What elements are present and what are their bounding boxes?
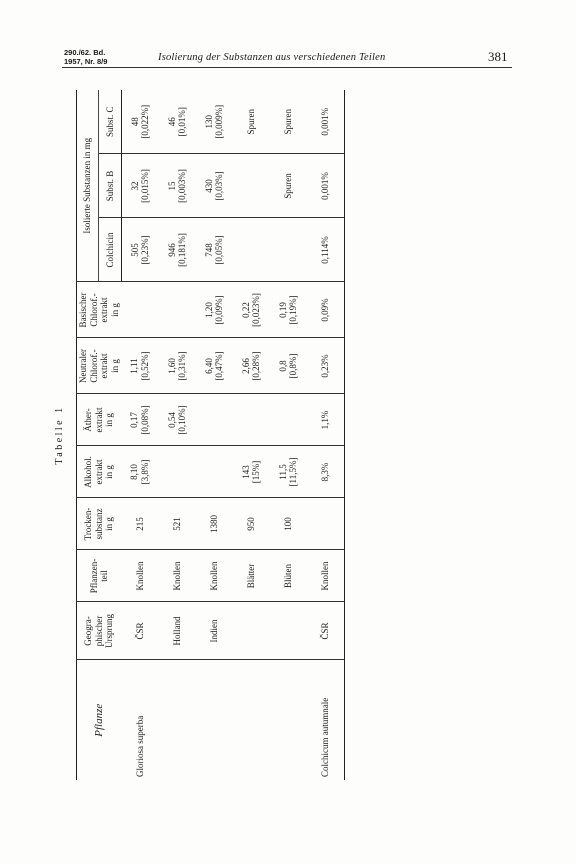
cell-ursprung: Indien — [196, 602, 233, 660]
cell-colchicin — [307, 218, 345, 282]
cell-neutraler-extrakt-value: 2,66 — [240, 358, 251, 374]
col-neutraler-extrakt: Neutraler Chlorof.- extrakt in g — [77, 338, 122, 394]
table-row — [270, 90, 307, 780]
cell-pflanze — [270, 660, 307, 780]
cell-pflanzenteil: Knollen — [121, 550, 159, 602]
cell-subst-c — [196, 90, 233, 154]
journal-reference — [64, 48, 107, 66]
cell-aetherextrakt — [270, 394, 307, 446]
cell-subst-c-value: 0,001% — [319, 107, 330, 136]
cell-aetherextrakt — [159, 394, 196, 446]
col-aetherextrakt: Äther- extrakt in g — [77, 394, 122, 446]
data-table — [76, 90, 345, 780]
cell-aetherextrakt-value: 0,54 — [166, 412, 177, 428]
cell-alkoholextrakt-percent: [3,8%] — [139, 459, 150, 485]
table-row — [196, 90, 233, 780]
cell-trockensubstanz: 1380 — [196, 498, 233, 550]
cell-neutraler-extrakt-value: 1,11 — [129, 358, 140, 374]
cell-neutraler-extrakt-percent: [0,28%] — [251, 351, 261, 381]
cell-basischer-extrakt-value: 0,19 — [277, 302, 288, 318]
cell-colchicin-value: 0,114% — [319, 236, 330, 264]
cell-subst-b-percent: [0,015%] — [140, 169, 150, 203]
table-row — [307, 90, 345, 780]
cell-aetherextrakt — [196, 394, 233, 446]
cell-basischer-extrakt-value: 1,20 — [203, 302, 214, 318]
cell-alkoholextrakt-percent: [15%] — [251, 460, 261, 484]
cell-neutraler-extrakt — [121, 338, 159, 394]
cell-aetherextrakt-value: 1,1% — [319, 410, 330, 430]
cell-neutraler-extrakt — [159, 338, 196, 394]
cell-trockensubstanz — [307, 498, 345, 550]
cell-alkoholextrakt-percent: [11,5%] — [288, 457, 298, 487]
cell-trockensubstanz: 100 — [270, 498, 307, 550]
cell-neutraler-extrakt-value: 0,8 — [277, 360, 288, 372]
cell-trockensubstanz: 215 — [121, 498, 159, 550]
cell-alkoholextrakt — [233, 446, 270, 498]
col-pflanze: Pflanze — [77, 660, 122, 780]
cell-colchicin-percent: [0,181%] — [177, 233, 187, 267]
table-caption: Tabelle 1 — [54, 405, 65, 465]
cell-colchicin — [233, 218, 270, 282]
cell-subst-c — [121, 90, 159, 154]
cell-neutraler-extrakt-value: 1,60 — [166, 358, 177, 374]
col-basischer-extrakt: Basischer Chlorof.- extrakt in g — [77, 282, 122, 338]
col-alkoholextrakt: Alkohol. extrakt in g — [77, 446, 122, 498]
cell-colchicin-value: 505 — [129, 243, 140, 257]
cell-subst-b — [270, 154, 307, 218]
cell-subst-c-percent: [0,01%] — [177, 107, 187, 137]
col-ursprung: Geogra- phischer Ursprung — [77, 602, 122, 660]
cell-pflanzenteil: Blätter — [233, 550, 270, 602]
col-group-isolierte-substanzen: Isolierte Substanzen in mg — [77, 90, 99, 282]
cell-subst-c-value: 46 — [166, 117, 177, 127]
cell-subst-b — [159, 154, 196, 218]
cell-alkoholextrakt — [121, 446, 159, 498]
cell-alkoholextrakt — [307, 446, 345, 498]
rotated-table-area — [54, 90, 524, 780]
header-row — [77, 90, 99, 780]
cell-aetherextrakt-percent: [0,08%] — [139, 405, 150, 435]
cell-ursprung — [270, 602, 307, 660]
cell-subst-b — [233, 154, 270, 218]
cell-neutraler-extrakt-percent: [0,47%] — [214, 351, 224, 381]
cell-ursprung: ČSR — [307, 602, 345, 660]
col-subst-b: Subst. B — [99, 154, 121, 218]
cell-neutraler-extrakt-percent: [0,8%] — [288, 353, 298, 379]
cell-basischer-extrakt-percent: [0,19%] — [288, 295, 298, 325]
cell-pflanze — [196, 660, 233, 780]
cell-subst-b — [307, 154, 345, 218]
cell-neutraler-extrakt — [196, 338, 233, 394]
cell-subst-c-percent: [0,022%] — [140, 104, 150, 139]
cell-pflanzenteil: Blüten — [270, 550, 307, 602]
cell-basischer-extrakt — [233, 282, 270, 338]
cell-subst-c-percent: [0,009%] — [214, 104, 224, 139]
cell-aetherextrakt-percent: [0,10%] — [177, 405, 187, 435]
cell-pflanze: Colchicum autumnale — [307, 660, 345, 780]
cell-basischer-extrakt-value: 0,09% — [319, 298, 330, 322]
col-colchicin: Colchicin — [99, 218, 121, 282]
table-row — [233, 90, 270, 780]
header-rule — [62, 67, 512, 68]
cell-pflanzenteil: Knollen — [196, 550, 233, 602]
cell-aetherextrakt-value: 0,17 — [129, 412, 140, 428]
cell-pflanze — [233, 660, 270, 780]
cell-pflanzenteil: Knollen — [159, 550, 196, 602]
cell-subst-b-value: 15 — [166, 181, 177, 191]
journal-volume: 290./62. Bd. — [64, 48, 106, 57]
cell-ursprung: ČSR — [121, 602, 159, 660]
page-number: 381 — [488, 49, 508, 64]
cell-colchicin-percent: [0,05%] — [214, 235, 224, 265]
cell-subst-c-value: 48 — [129, 117, 140, 127]
cell-basischer-extrakt — [121, 282, 159, 338]
cell-colchicin — [196, 218, 233, 282]
cell-colchicin — [270, 218, 307, 282]
cell-trockensubstanz: 950 — [233, 498, 270, 550]
running-title: Isolierung der Substanzen aus verschiedenen Teilen — [158, 52, 386, 63]
cell-subst-b — [196, 154, 233, 218]
cell-trockensubstanz: 521 — [159, 498, 196, 550]
cell-alkoholextrakt-value: 143 — [240, 465, 251, 479]
cell-neutraler-extrakt-percent: [0,31%] — [177, 351, 187, 381]
cell-colchicin — [121, 218, 159, 282]
col-trockensubstanz: Trocken- substanz in g — [77, 498, 122, 550]
cell-subst-c-value: 130 — [203, 115, 214, 129]
cell-colchicin-value: 748 — [203, 243, 214, 257]
cell-colchicin — [159, 218, 196, 282]
cell-alkoholextrakt — [196, 446, 233, 498]
cell-subst-b — [121, 154, 159, 218]
cell-alkoholextrakt — [270, 446, 307, 498]
col-subst-c: Subst. C — [99, 90, 121, 154]
cell-subst-b-value: 32 — [129, 181, 140, 191]
cell-subst-c — [159, 90, 196, 154]
cell-ursprung — [233, 602, 270, 660]
cell-aetherextrakt — [307, 394, 345, 446]
cell-neutraler-extrakt — [233, 338, 270, 394]
cell-aetherextrakt — [233, 394, 270, 446]
cell-subst-b-value: Spuren — [282, 173, 293, 199]
cell-aetherextrakt — [121, 394, 159, 446]
cell-alkoholextrakt — [159, 446, 196, 498]
cell-subst-c-value: Spuren — [282, 109, 293, 135]
cell-subst-c — [307, 90, 345, 154]
cell-colchicin-value: 946 — [166, 243, 177, 257]
cell-alkoholextrakt-value: 8,3% — [319, 462, 330, 482]
cell-neutraler-extrakt-value: 0,23% — [319, 354, 330, 378]
cell-subst-b-percent: [0,03%] — [214, 171, 224, 201]
cell-basischer-extrakt-percent: [0,023%] — [251, 293, 261, 327]
journal-issue: 1957, Nr. 8/9 — [64, 57, 108, 66]
cell-subst-c — [233, 90, 270, 154]
cell-basischer-extrakt — [270, 282, 307, 338]
cell-neutraler-extrakt-value: 6,40 — [203, 358, 214, 374]
cell-subst-b-value: 430 — [203, 179, 214, 193]
cell-pflanzenteil: Knollen — [307, 550, 345, 602]
cell-neutraler-extrakt-percent: [0,52%] — [139, 351, 150, 381]
cell-neutraler-extrakt — [270, 338, 307, 394]
table-body — [121, 90, 344, 780]
cell-basischer-extrakt — [196, 282, 233, 338]
cell-subst-c — [270, 90, 307, 154]
cell-basischer-extrakt — [159, 282, 196, 338]
cell-pflanze: Gloriosa superba — [121, 660, 159, 780]
cell-subst-c-value: Spuren — [245, 109, 256, 135]
cell-ursprung: Holland — [159, 602, 196, 660]
cell-alkoholextrakt-value: 11,5 — [277, 464, 288, 480]
rotated-table — [54, 90, 524, 780]
cell-pflanze — [159, 660, 196, 780]
cell-basischer-extrakt-percent: [0,09%] — [214, 295, 224, 325]
cell-colchicin-percent: [0,23%] — [140, 235, 150, 265]
cell-alkoholextrakt-value: 8,10 — [129, 464, 140, 480]
table-row — [159, 90, 196, 780]
cell-neutraler-extrakt — [307, 338, 345, 394]
cell-basischer-extrakt-value: 0,22 — [240, 302, 251, 318]
cell-subst-b-percent: [0,003%] — [177, 169, 187, 203]
col-pflanzenteil: Pflanzen- teil — [77, 550, 122, 602]
cell-basischer-extrakt — [307, 282, 345, 338]
table-row — [121, 90, 159, 780]
cell-subst-b-value: 0,001% — [319, 172, 330, 200]
